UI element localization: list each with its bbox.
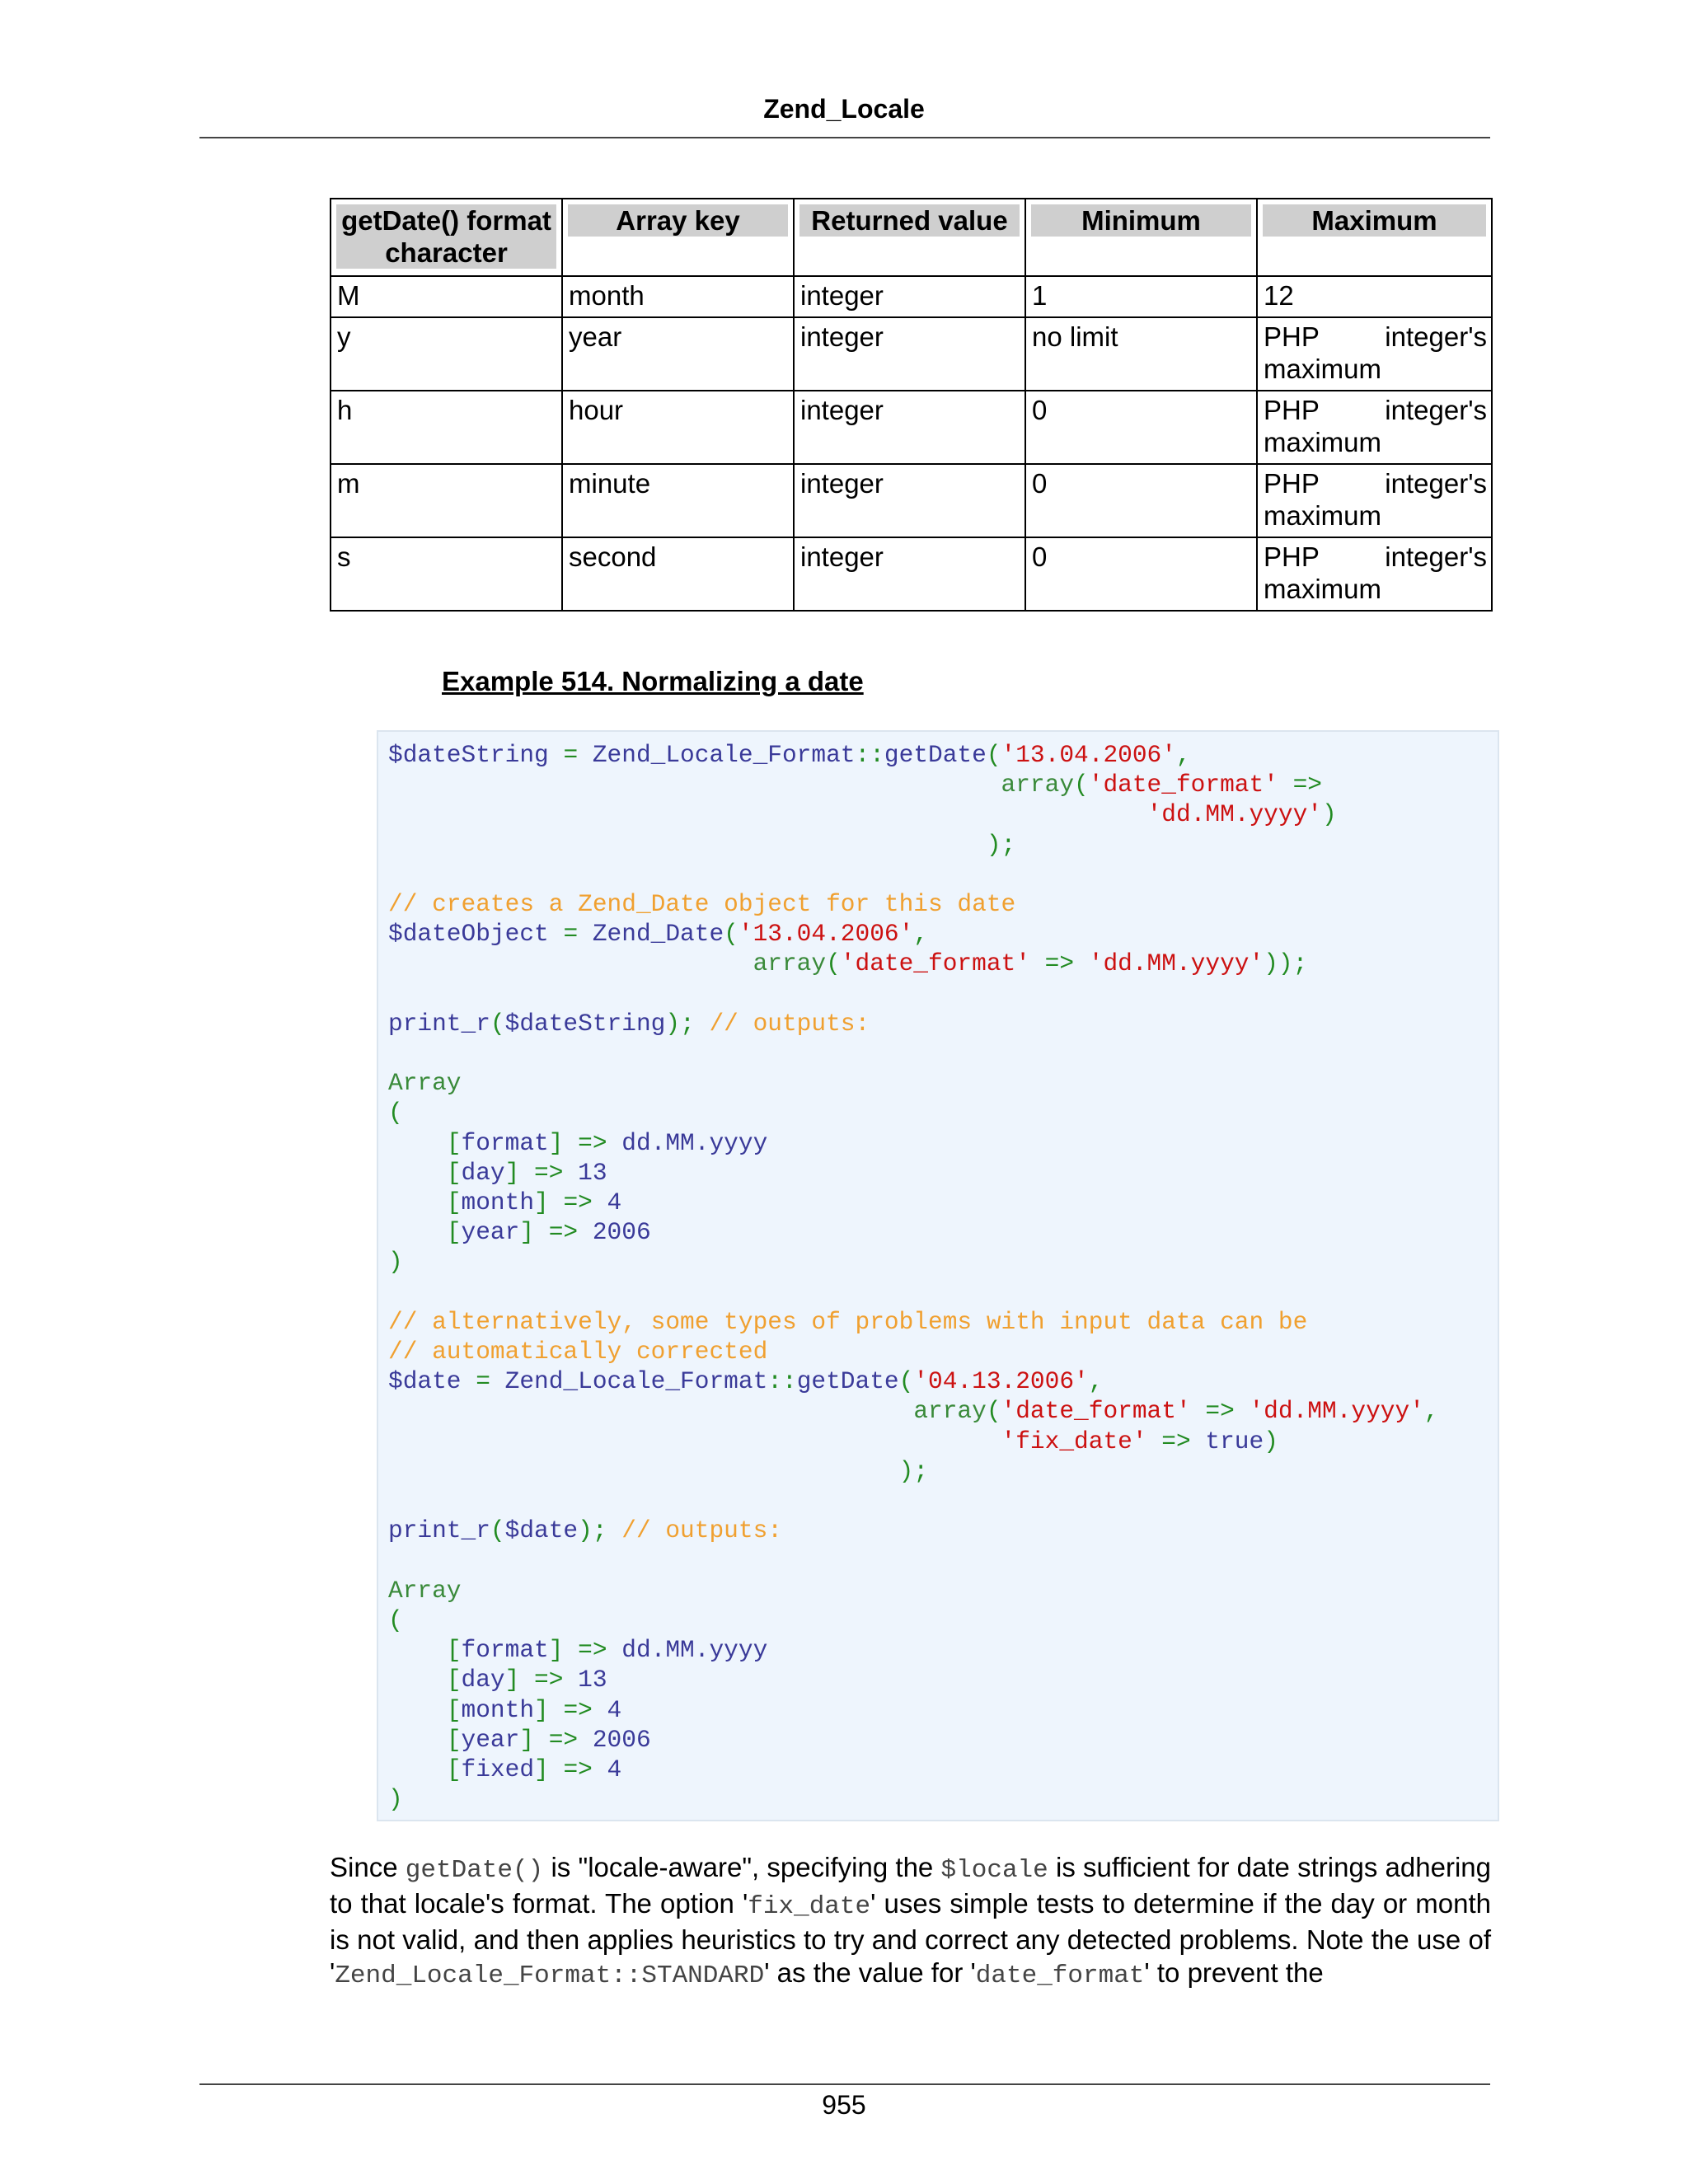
table-cell: integer bbox=[794, 276, 1025, 317]
table-row bbox=[331, 317, 1492, 391]
table-row bbox=[331, 537, 1492, 611]
table-cell: integer bbox=[794, 464, 1025, 537]
table-cell: PHP integer's maximum bbox=[1257, 391, 1492, 464]
column-header: Maximum bbox=[1257, 199, 1492, 276]
column-header: Minimum bbox=[1025, 199, 1257, 276]
table-row bbox=[331, 391, 1492, 464]
column-header: Array key bbox=[562, 199, 794, 276]
column-header: getDate() format character bbox=[331, 199, 562, 276]
page-number: 955 bbox=[822, 2090, 866, 2120]
table-cell: 0 bbox=[1025, 391, 1257, 464]
table-cell: second bbox=[562, 537, 794, 611]
table-cell: PHP integer's maximum bbox=[1257, 537, 1492, 611]
table-cell: hour bbox=[562, 391, 794, 464]
table-cell: 0 bbox=[1025, 464, 1257, 537]
table-cell: no limit bbox=[1025, 317, 1257, 391]
inline-code: date_format bbox=[975, 1961, 1145, 1990]
footer-rule bbox=[199, 2083, 1490, 2085]
table-cell: integer bbox=[794, 537, 1025, 611]
table-cell: y bbox=[331, 317, 562, 391]
table-cell: integer bbox=[794, 391, 1025, 464]
inline-code: fix_date bbox=[748, 1892, 871, 1921]
table-cell: 1 bbox=[1025, 276, 1257, 317]
table-cell: 0 bbox=[1025, 537, 1257, 611]
table-cell: month bbox=[562, 276, 794, 317]
table-cell: h bbox=[331, 391, 562, 464]
date-format-table bbox=[330, 198, 1493, 612]
table-cell: PHP integer's maximum bbox=[1257, 317, 1492, 391]
table-header-row bbox=[331, 199, 1492, 276]
table-row bbox=[331, 276, 1492, 317]
table-cell: minute bbox=[562, 464, 794, 537]
table-cell: integer bbox=[794, 317, 1025, 391]
code-listing bbox=[377, 730, 1499, 1821]
example-title: Example 514. Normalizing a date bbox=[442, 666, 864, 696]
table-cell: PHP integer's maximum bbox=[1257, 464, 1492, 537]
code-block: $dateString = Zend_Locale_Format::getDate('13.04.2006', array('date_format' => 'dd.MM.yyyy') ); // creates a Zend_Date object for this date $dateObject = Zend_Date('13.04.2006', array('date_format' => 'dd.MM.yyyy')); print_r($dateString); // outputs: Array ( [format] => dd.MM.yyyy [day] => 13 [month] => 4 [year] => 2006 ) // alternatively, some types of problems with input data can be // automatically corrected $date = Zend_Locale_Format::getDate('04.13.2006', array('date_format' => 'dd.MM.yyyy', 'fix_date' => true) ); print_r($date); // outputs: Array ( [format] => dd.MM.yyyy [day] => 13 [month] => 4 [year] => 2006 [fixed] => 4 ) bbox=[388, 741, 1439, 1814]
inline-code: getDate() bbox=[405, 1856, 544, 1885]
table-cell: s bbox=[331, 537, 562, 611]
table-cell: 12 bbox=[1257, 276, 1492, 317]
inline-code: $locale bbox=[940, 1856, 1048, 1885]
inline-code: Zend_Locale_Format::STANDARD bbox=[335, 1961, 765, 1990]
table-row bbox=[331, 464, 1492, 537]
table-cell: year bbox=[562, 317, 794, 391]
running-header: Zend_Locale bbox=[763, 94, 925, 124]
column-header: Returned value bbox=[794, 199, 1025, 276]
table-cell: m bbox=[331, 464, 562, 537]
body-paragraph: Since getDate() is "locale-aware", specifying the $locale is sufficient for date strings adhering to that locale's format. The option 'fix_date' uses simple tests to determine if the day or month is not valid, and then applies heuristics to try and correct any detected problems. Note the use of 'Zend_Locale_Format::STANDARD' as the value for 'date_format' to prevent the bbox=[330, 1852, 1491, 1990]
table-cell: M bbox=[331, 276, 562, 317]
header-rule bbox=[199, 137, 1490, 138]
